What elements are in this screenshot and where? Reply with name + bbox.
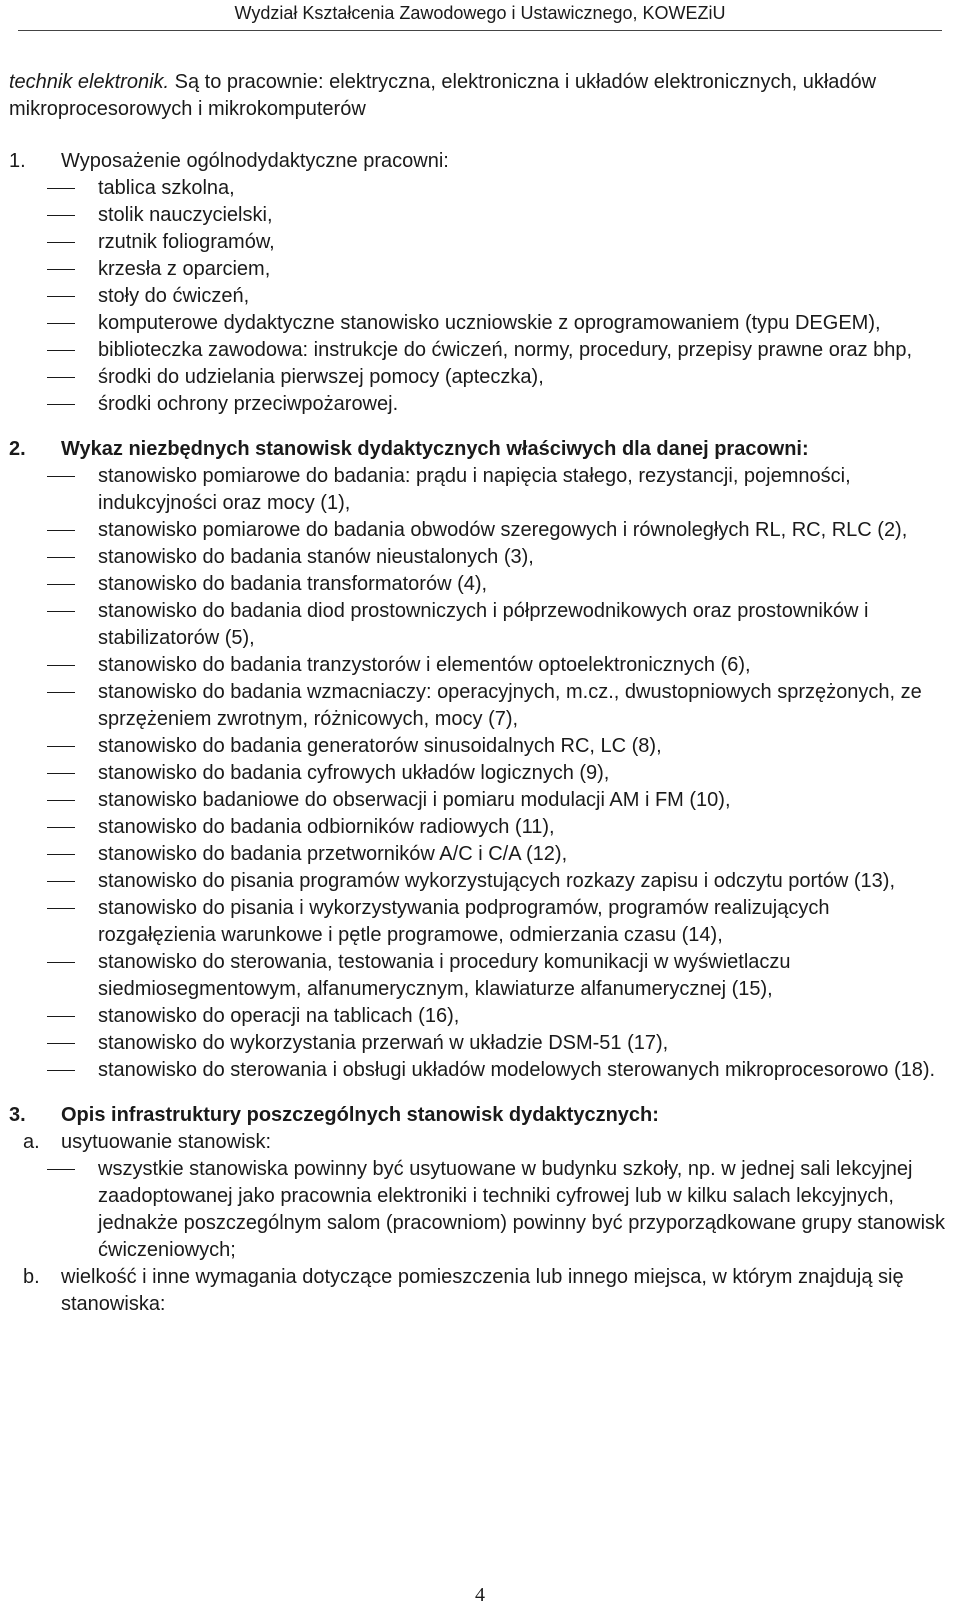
list-item: stanowisko do badania cyfrowych układów logicznych (9), (9, 760, 949, 787)
list-item: komputerowe dydaktyczne stanowisko uczniowskie z oprogramowaniem (typu DEGEM), (9, 310, 949, 337)
intro-text: Są to pracownie: elektryczna, elektroniczna i układów elektronicznych, układów mikroprocesorowych i mikrokomputerów (9, 71, 877, 120)
list-item: stanowisko do pisania programów wykorzystujących rozkazy zapisu i odczytu portów (13), (9, 868, 949, 895)
section-number: 3. (9, 1104, 26, 1126)
list-item: środki do udzielania pierwszej pomocy (apteczka), (9, 364, 949, 391)
equipment-list (9, 175, 949, 418)
stations-list (9, 463, 949, 1084)
list-item: stanowisko do badania stanów nieustalonych (3), (9, 544, 949, 571)
list-item: stanowisko do badania diod prostowniczych i półprzewodnikowych oraz prostowników i stabilizatorów (5), (9, 598, 949, 652)
page-number: 4 (475, 1584, 485, 1606)
section-infrastructure (9, 1102, 949, 1318)
subsection-text: wielkość i inne wymagania dotyczące pomieszczenia lub innego miejsca, w którym znajdują się stanowiska: (61, 1266, 904, 1315)
list-item: stanowisko do badania wzmacniaczy: operacyjnych, m.cz., dwustopniowych sprzężonych, ze sprzężeniem zwrotnym, różnicowych, mocy (7), (9, 679, 949, 733)
section-heading (9, 436, 949, 463)
list-item: stanowisko pomiarowe do badania obwodów szeregowych i równoległych RL, RC, RLC (2), (9, 517, 949, 544)
subsection-letter: a. (23, 1131, 40, 1153)
list-item: rzutnik foliogramów, (9, 229, 949, 256)
subsection-letter: b. (23, 1266, 40, 1288)
list-item: biblioteczka zawodowa: instrukcje do ćwiczeń, normy, procedury, przepisy prawne oraz bhp, (9, 337, 949, 364)
list-item: stanowisko pomiarowe do badania: prądu i napięcia stałego, rezystancji, pojemności, indukcyjności oraz mocy (1), (9, 463, 949, 517)
section-number: 1. (9, 150, 26, 172)
list-item: stanowisko do badania przetworników A/C i C/A (12), (9, 841, 949, 868)
list-item: stanowisko do badania generatorów sinusoidalnych RC, LC (8), (9, 733, 949, 760)
section-title: Wyposażenie ogólnodydaktyczne pracowni: (61, 150, 449, 172)
section-stations (9, 436, 949, 1084)
section-number: 2. (9, 438, 26, 460)
header-divider (18, 30, 942, 31)
list-item: stanowisko do wykorzystania przerwań w układzie DSM-51 (17), (9, 1030, 949, 1057)
subsection-a (9, 1129, 949, 1156)
section-title: Wykaz niezbędnych stanowisk dydaktycznych właściwych dla danej pracowni: (61, 438, 809, 460)
list-item: stoły do ćwiczeń, (9, 283, 949, 310)
document-body (9, 69, 949, 1336)
intro-italic: technik elektronik. (9, 71, 170, 93)
subsection-b (9, 1264, 949, 1318)
list-item: stanowisko do pisania i wykorzystywania podprogramów, programów realizujących rozgałęzienia warunkowe i pętle programowe, odmierzania czasu (14), (9, 895, 949, 949)
section-title: Opis infrastruktury poszczególnych stanowisk dydaktycznych: (61, 1104, 659, 1126)
list-item: stanowisko do badania odbiorników radiowych (11), (9, 814, 949, 841)
list-item: stanowisko do badania tranzystorów i elementów optoelektronicznych (6), (9, 652, 949, 679)
section-heading (9, 148, 949, 175)
intro-paragraph (9, 69, 949, 123)
section-equipment (9, 148, 949, 418)
list-item: środki ochrony przeciwpożarowej. (9, 391, 949, 418)
section-heading (9, 1102, 949, 1129)
placement-list (9, 1156, 949, 1264)
list-item: stanowisko do sterowania, testowania i procedury komunikacji w wyświetlaczu siedmiosegmentowym, alfanumerycznym, klawiaturze alfanumerycznej (15), (9, 949, 949, 1003)
list-item: stanowisko do badania transformatorów (4), (9, 571, 949, 598)
page-header: Wydział Kształcenia Zawodowego i Ustawicznego, KOWEZiU (234, 3, 726, 23)
list-item: tablica szkolna, (9, 175, 949, 202)
list-item: krzesła z oparciem, (9, 256, 949, 283)
subsection-text: usytuowanie stanowisk: (61, 1131, 272, 1153)
list-item: stanowisko do operacji na tablicach (16), (9, 1003, 949, 1030)
list-item: wszystkie stanowiska powinny być usytuowane w budynku szkoły, np. w jednej sali lekcyjnej zaadoptowanej jako pracownia elektroniki i techniki cyfrowej lub w kilku salach lekcyjnych, jednakże poszczególnym salom (pracowniom) powinny być przyporządkowane grupy stanowisk ćwiczeniowych; (9, 1156, 949, 1264)
list-item: stanowisko badaniowe do obserwacji i pomiaru modulacji AM i FM (10), (9, 787, 949, 814)
list-item: stolik nauczycielski, (9, 202, 949, 229)
list-item: stanowisko do sterowania i obsługi układów modelowych sterowanych mikroprocesorowo (18). (9, 1057, 949, 1084)
